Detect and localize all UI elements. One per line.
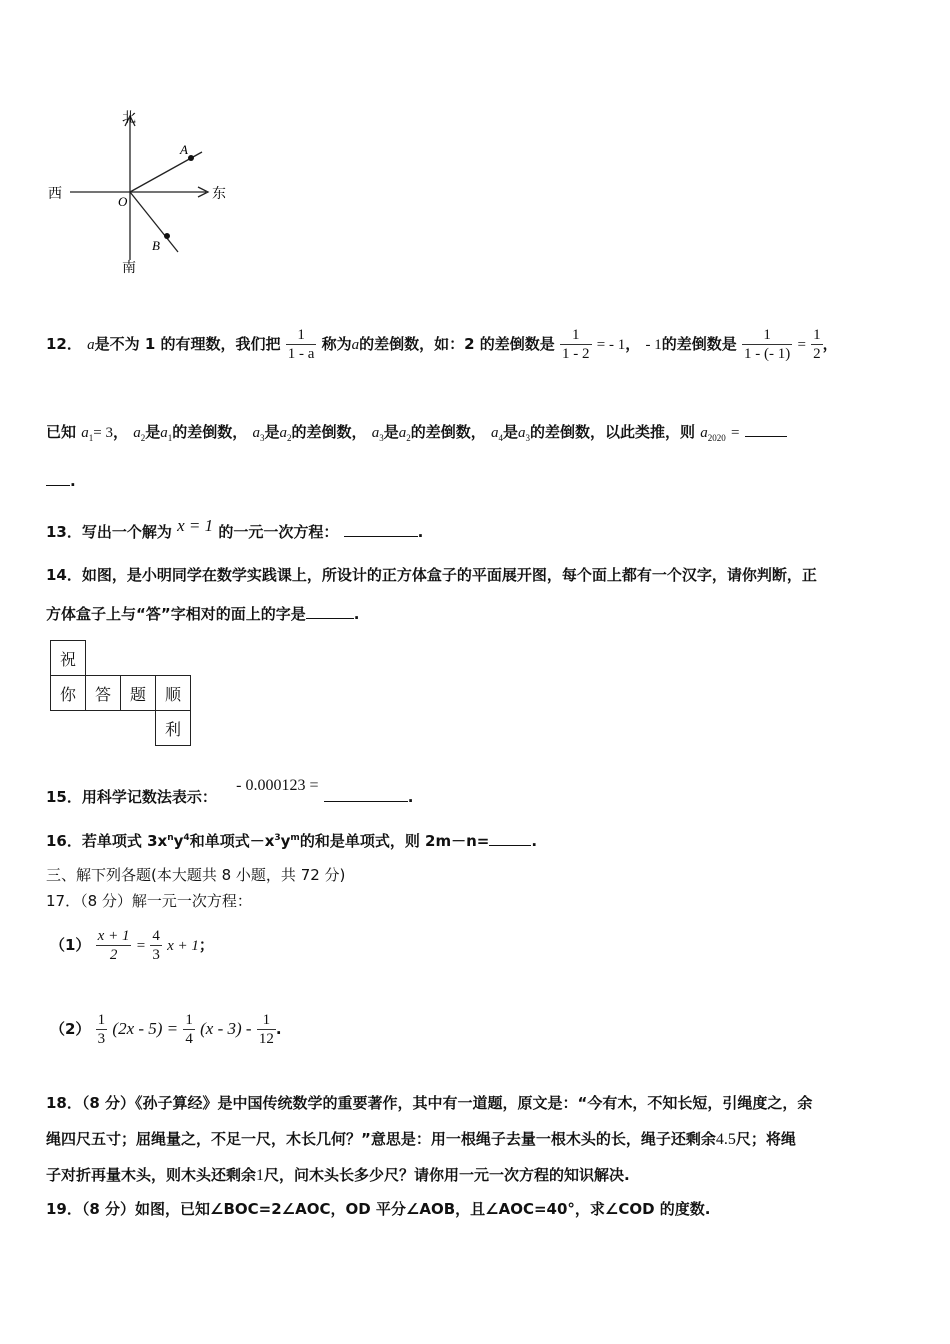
compass-figure [40, 100, 250, 280]
north-label: 北 [122, 110, 136, 126]
cube-face: 祝 [51, 641, 86, 676]
cube-face: 题 [121, 676, 156, 711]
q12-line2: 已知 $a_1= 3$， $a_2$是$a_1$的差倒数， $a_3$是$a_2$的差倒数， $a_3$是$a_2$的差倒数， $a_4$是$a_3$的差倒数，以此类推，则 $a_{2020}$ = [46, 412, 787, 458]
q12-answer-blank[interactable] [745, 436, 787, 437]
section-3-heading: 三、解下列各题(本大题共 8 小题，共 72 分) [46, 866, 346, 884]
q12-frac4: $\frac{1}{2}$ [813, 327, 821, 362]
q17-title: 17．（8 分）解一元一次方程： [46, 892, 252, 910]
q14-line1: 14．如图，是小明同学在数学实践课上，所设计的正方体盒子的平面展开图，每个面上都有一个汉字，请你判断，正 [46, 566, 817, 584]
cube-net [50, 640, 191, 746]
point-a-label: A [180, 142, 188, 157]
q13-answer-blank[interactable] [344, 536, 418, 537]
q18-line2: 绳四尺五寸；屈绳量之，不足一尺，木长几何？”意思是：用一根绳子去量一根木头的长，绳子还剩余4.5尺；将绳 [46, 1130, 796, 1148]
point-b-label: B [152, 238, 160, 253]
south-label: 南 [122, 260, 136, 276]
cube-face: 你 [51, 676, 86, 711]
q14-answer-blank[interactable] [306, 618, 354, 619]
q17-part1: （1） $\frac{x + 1}{2}$ = $\frac{4}{3}$ x + 1； [50, 928, 214, 963]
q16: 16．若单项式 $3x^ny^4$和单项式$-x^3y^m$的和是单项式，则 2m－n= . [46, 832, 538, 850]
q12-frac1: $\frac{1}{1 - a}$ [287, 327, 315, 362]
origin-label: O [118, 194, 128, 209]
cube-face: 顺 [156, 676, 191, 711]
q16-answer-blank[interactable] [489, 845, 531, 846]
point-a [188, 155, 194, 161]
q12-frac3: $\frac{1}{1 - (- 1)}$ [744, 327, 791, 362]
q15-answer-blank[interactable] [324, 801, 408, 802]
q18-line1: 18．（8 分）《孙子算经》是中国传统数学的重要著作，其中有一道题，原文是：“今有木，不知长短，引绳度之，余 [46, 1094, 813, 1112]
cube-face: 答 [86, 676, 121, 711]
q12-line3: . [46, 472, 76, 490]
q14-line2: 方体盒子上与“答”字相对的面上的字是 . [46, 605, 360, 623]
q18-line3: 子对折再量木头，则木头还剩余1尺，问木头长多少尺？请你用一元一次方程的知识解决. [46, 1166, 630, 1184]
east-label: 东 [212, 186, 226, 202]
cube-face: 利 [156, 711, 191, 746]
point-b [164, 233, 170, 239]
q12-answer-blank-cont[interactable] [46, 485, 70, 486]
q15: 15．用科学记数法表示： - 0.000123 = . [46, 777, 414, 806]
west-label: 西 [48, 186, 62, 202]
q13: 13．写出一个解为 x = 1 的一元一次方程： . [46, 516, 424, 541]
q12-line1: 12． a是不为 1 的有理数，我们把 $\frac{1}{1 - a}$ 称为a的差倒数，如：2 的差倒数是 $\frac{1}{1 - 2}$ = - 1， - 1的差倒数是 $\frac{1}{1 - (- 1)}$ = $\frac{1}{2}$ ， [46, 327, 838, 362]
q17-part2: （2） $\frac{1}{3}$ (2x - 5) = $\frac{1}{4}$ (x - 3) - $\frac{1}{12}$ . [50, 1012, 282, 1047]
q12-frac2: $\frac{1}{1 - 2}$ [562, 327, 590, 362]
q19: 19．（8 分）如图，已知∠BOC=2∠AOC，OD 平分∠AOB，且∠AOC=40°，求∠COD 的度数. [46, 1200, 711, 1218]
